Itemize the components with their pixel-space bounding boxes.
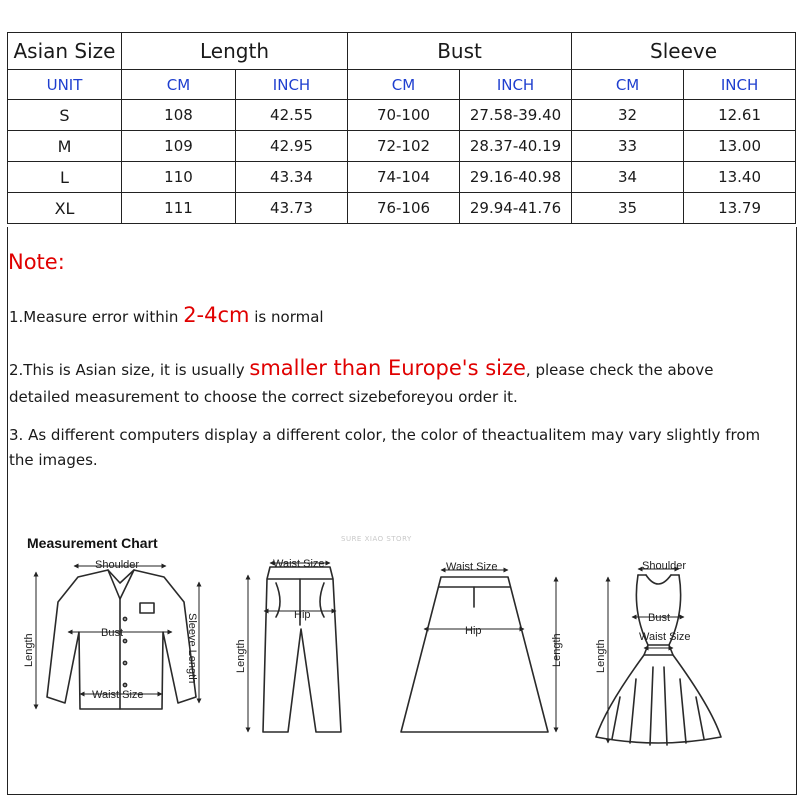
unit-cell: CM (348, 70, 460, 100)
unit-cell: CM (122, 70, 236, 100)
size-cell: S (8, 100, 122, 131)
pants-icon (263, 567, 341, 732)
table-cell: 12.61 (684, 100, 796, 131)
size-cell: L (8, 162, 122, 193)
shirt-shoulder-label: Shoulder (95, 559, 140, 571)
measurement-illustrations (8, 227, 796, 794)
shirt-waist-label: Waist Size (92, 689, 144, 701)
table-header-row (8, 33, 796, 70)
table-cell: 13.79 (684, 193, 796, 224)
header-length: Length (122, 33, 348, 70)
skirt-icon (401, 577, 548, 732)
unit-cell: INCH (684, 70, 796, 100)
shirt-sleeve-label: Sleeve Length (186, 613, 198, 684)
dress-shoulder-label: Shoulder (642, 560, 687, 572)
table-cell: 29.16-40.98 (460, 162, 572, 193)
table-cell: 108 (122, 100, 236, 131)
unit-cell: INCH (236, 70, 348, 100)
table-cell: 13.00 (684, 131, 796, 162)
unit-row (8, 70, 796, 100)
note-line-3: 3. As different computers display a different color, the color of theactualitem may vary slightly from the images. (9, 426, 761, 469)
watermark: SURE XIAO STORY (341, 535, 412, 543)
table-cell: 43.73 (236, 193, 348, 224)
note-title: Note: (8, 250, 65, 274)
unit-cell: CM (572, 70, 684, 100)
notes-panel (7, 227, 797, 795)
table-cell: 111 (122, 193, 236, 224)
table-cell: 74-104 (348, 162, 460, 193)
table-cell: 43.34 (236, 162, 348, 193)
dress-icon (596, 575, 721, 745)
table-cell: 27.58-39.40 (460, 100, 572, 131)
table-cell: 33 (572, 131, 684, 162)
table-row (8, 131, 796, 162)
table-cell: 32 (572, 100, 684, 131)
size-cell: XL (8, 193, 122, 224)
table-cell: 42.55 (236, 100, 348, 131)
chart-title: Measurement Chart (27, 535, 158, 551)
pants-waist-label: Waist Size (273, 558, 325, 570)
note-highlight: 2-4cm (183, 303, 250, 327)
note-highlight: smaller than Europe's size (249, 356, 526, 380)
header-asian-size: Asian Size (8, 33, 122, 70)
table-cell: 34 (572, 162, 684, 193)
table-cell: 70-100 (348, 100, 460, 131)
note-line-1: 1.Measure error within 2-4cm is normal (9, 303, 324, 327)
pants-length-label: Length (235, 639, 247, 673)
dress-length-label: Length (595, 639, 607, 673)
skirt-waist-label: Waist Size (446, 561, 498, 573)
header-sleeve: Sleeve (572, 33, 796, 70)
header-bust: Bust (348, 33, 572, 70)
unit-cell: INCH (460, 70, 572, 100)
shirt-bust-label: Bust (101, 627, 124, 639)
table-row (8, 100, 796, 131)
table-cell: 29.94-41.76 (460, 193, 572, 224)
skirt-hip-label: Hip (465, 625, 482, 637)
shirt-length-label: Length (23, 633, 35, 667)
table-cell: 13.40 (684, 162, 796, 193)
table-row (8, 162, 796, 193)
dress-waist-label: Waist Size (639, 631, 691, 643)
table-cell: 42.95 (236, 131, 348, 162)
dress-bust-label: Bust (648, 612, 671, 624)
unit-cell: UNIT (8, 70, 122, 100)
size-cell: M (8, 131, 122, 162)
table-cell: 28.37-40.19 (460, 131, 572, 162)
size-table (7, 32, 796, 224)
skirt-length-label: Length (551, 633, 563, 667)
table-cell: 35 (572, 193, 684, 224)
pants-hip-label: Hip (294, 609, 311, 621)
table-row (8, 193, 796, 224)
table-cell: 109 (122, 131, 236, 162)
table-cell: 72-102 (348, 131, 460, 162)
table-cell: 76-106 (348, 193, 460, 224)
table-cell: 110 (122, 162, 236, 193)
note-line-2: 2.This is Asian size, it is usually smaller than Europe's size, please check the above detailed measurement to choose the correct sizebeforeyou order it. (9, 356, 714, 406)
